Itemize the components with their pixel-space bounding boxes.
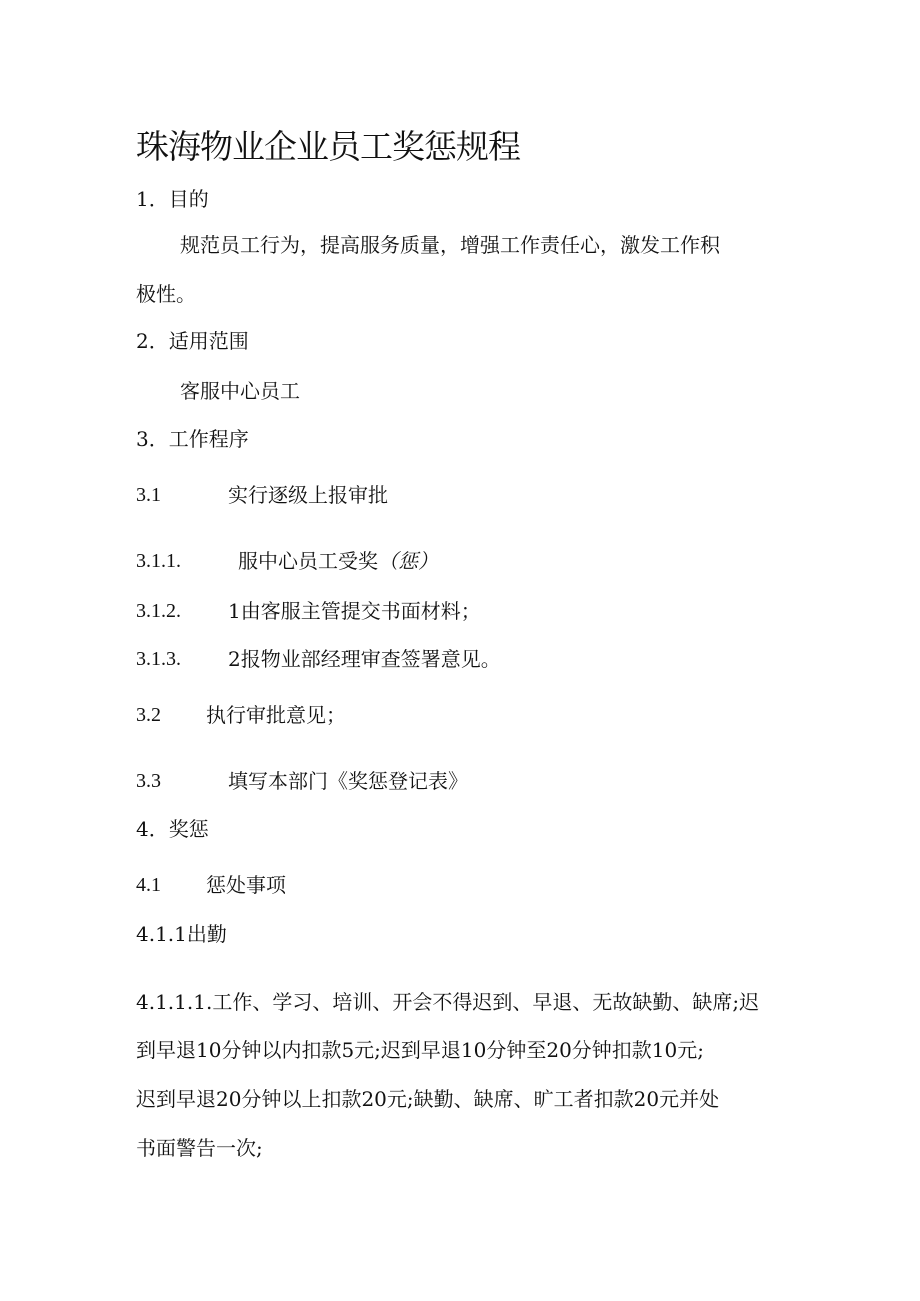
section-1-heading: 1．目的 xyxy=(136,187,209,211)
section-2-heading: 2．适用范围 xyxy=(136,329,249,353)
section-4-1-1-1-line-1: 4.1.1.1.工作、学习、培训、开会不得迟到、早退、无故缺勤、缺席;迟 xyxy=(136,990,760,1014)
section-4-1-text: 惩处事项 xyxy=(206,873,286,897)
section-3-1-1-number: 3.1.1. xyxy=(136,550,181,572)
section-4-1-1-1-line-2: 到早退10分钟以内扣款5元;迟到早退10分钟至20分钟扣款10元; xyxy=(136,1038,704,1062)
section-3-1-number: 3.1 xyxy=(136,484,161,506)
section-3-1-2-text: 1由客服主管提交书面材料； xyxy=(228,599,481,623)
section-3-1-text: 实行逐级上报审批 xyxy=(228,483,388,507)
section-3-2-number: 3.2 xyxy=(136,704,161,726)
section-3-heading: 3．工作程序 xyxy=(136,427,249,451)
section-3-1-3-number: 3.1.3. xyxy=(136,648,181,670)
section-3-3-number: 3.3 xyxy=(136,770,161,792)
section-3-1-3-text: 2报物业部经理审查签署意见。 xyxy=(228,647,501,671)
section-1-body-line-1: 规范员工行为，提高服务质量，增强工作责任心，激发工作积 xyxy=(180,233,720,257)
section-4-1-1 xyxy=(136,920,227,948)
section-3-1-1-paren: （惩） xyxy=(378,549,438,573)
section-3-1-1-main: 服中心员工受奖 xyxy=(238,549,378,573)
section-4-1-number: 4.1 xyxy=(136,874,161,896)
section-3-3-text: 填写本部门《奖惩登记表》 xyxy=(228,769,468,793)
section-2-body: 客服中心员工 xyxy=(180,379,300,403)
section-3-2-text: 执行审批意见； xyxy=(206,703,346,727)
section-4-1-1-text: 出勤 xyxy=(186,922,227,946)
section-4-1-1-1-line-3: 迟到早退20分钟以上扣款20元;缺勤、缺席、旷工者扣款20元并处 xyxy=(136,1087,720,1111)
section-3-1-1-text xyxy=(238,547,438,575)
section-4-heading: 4．奖惩 xyxy=(136,817,209,841)
section-4-1-1-1-line-4: 书面警告一次; xyxy=(136,1136,263,1160)
section-4-1-1-number: 4.1.1 xyxy=(136,922,187,946)
section-3-1-2-number: 3.1.2. xyxy=(136,600,181,622)
section-1-body-line-2: 极性。 xyxy=(136,282,196,306)
document-title: 珠海物业企业员工奖惩规程 xyxy=(136,127,520,166)
